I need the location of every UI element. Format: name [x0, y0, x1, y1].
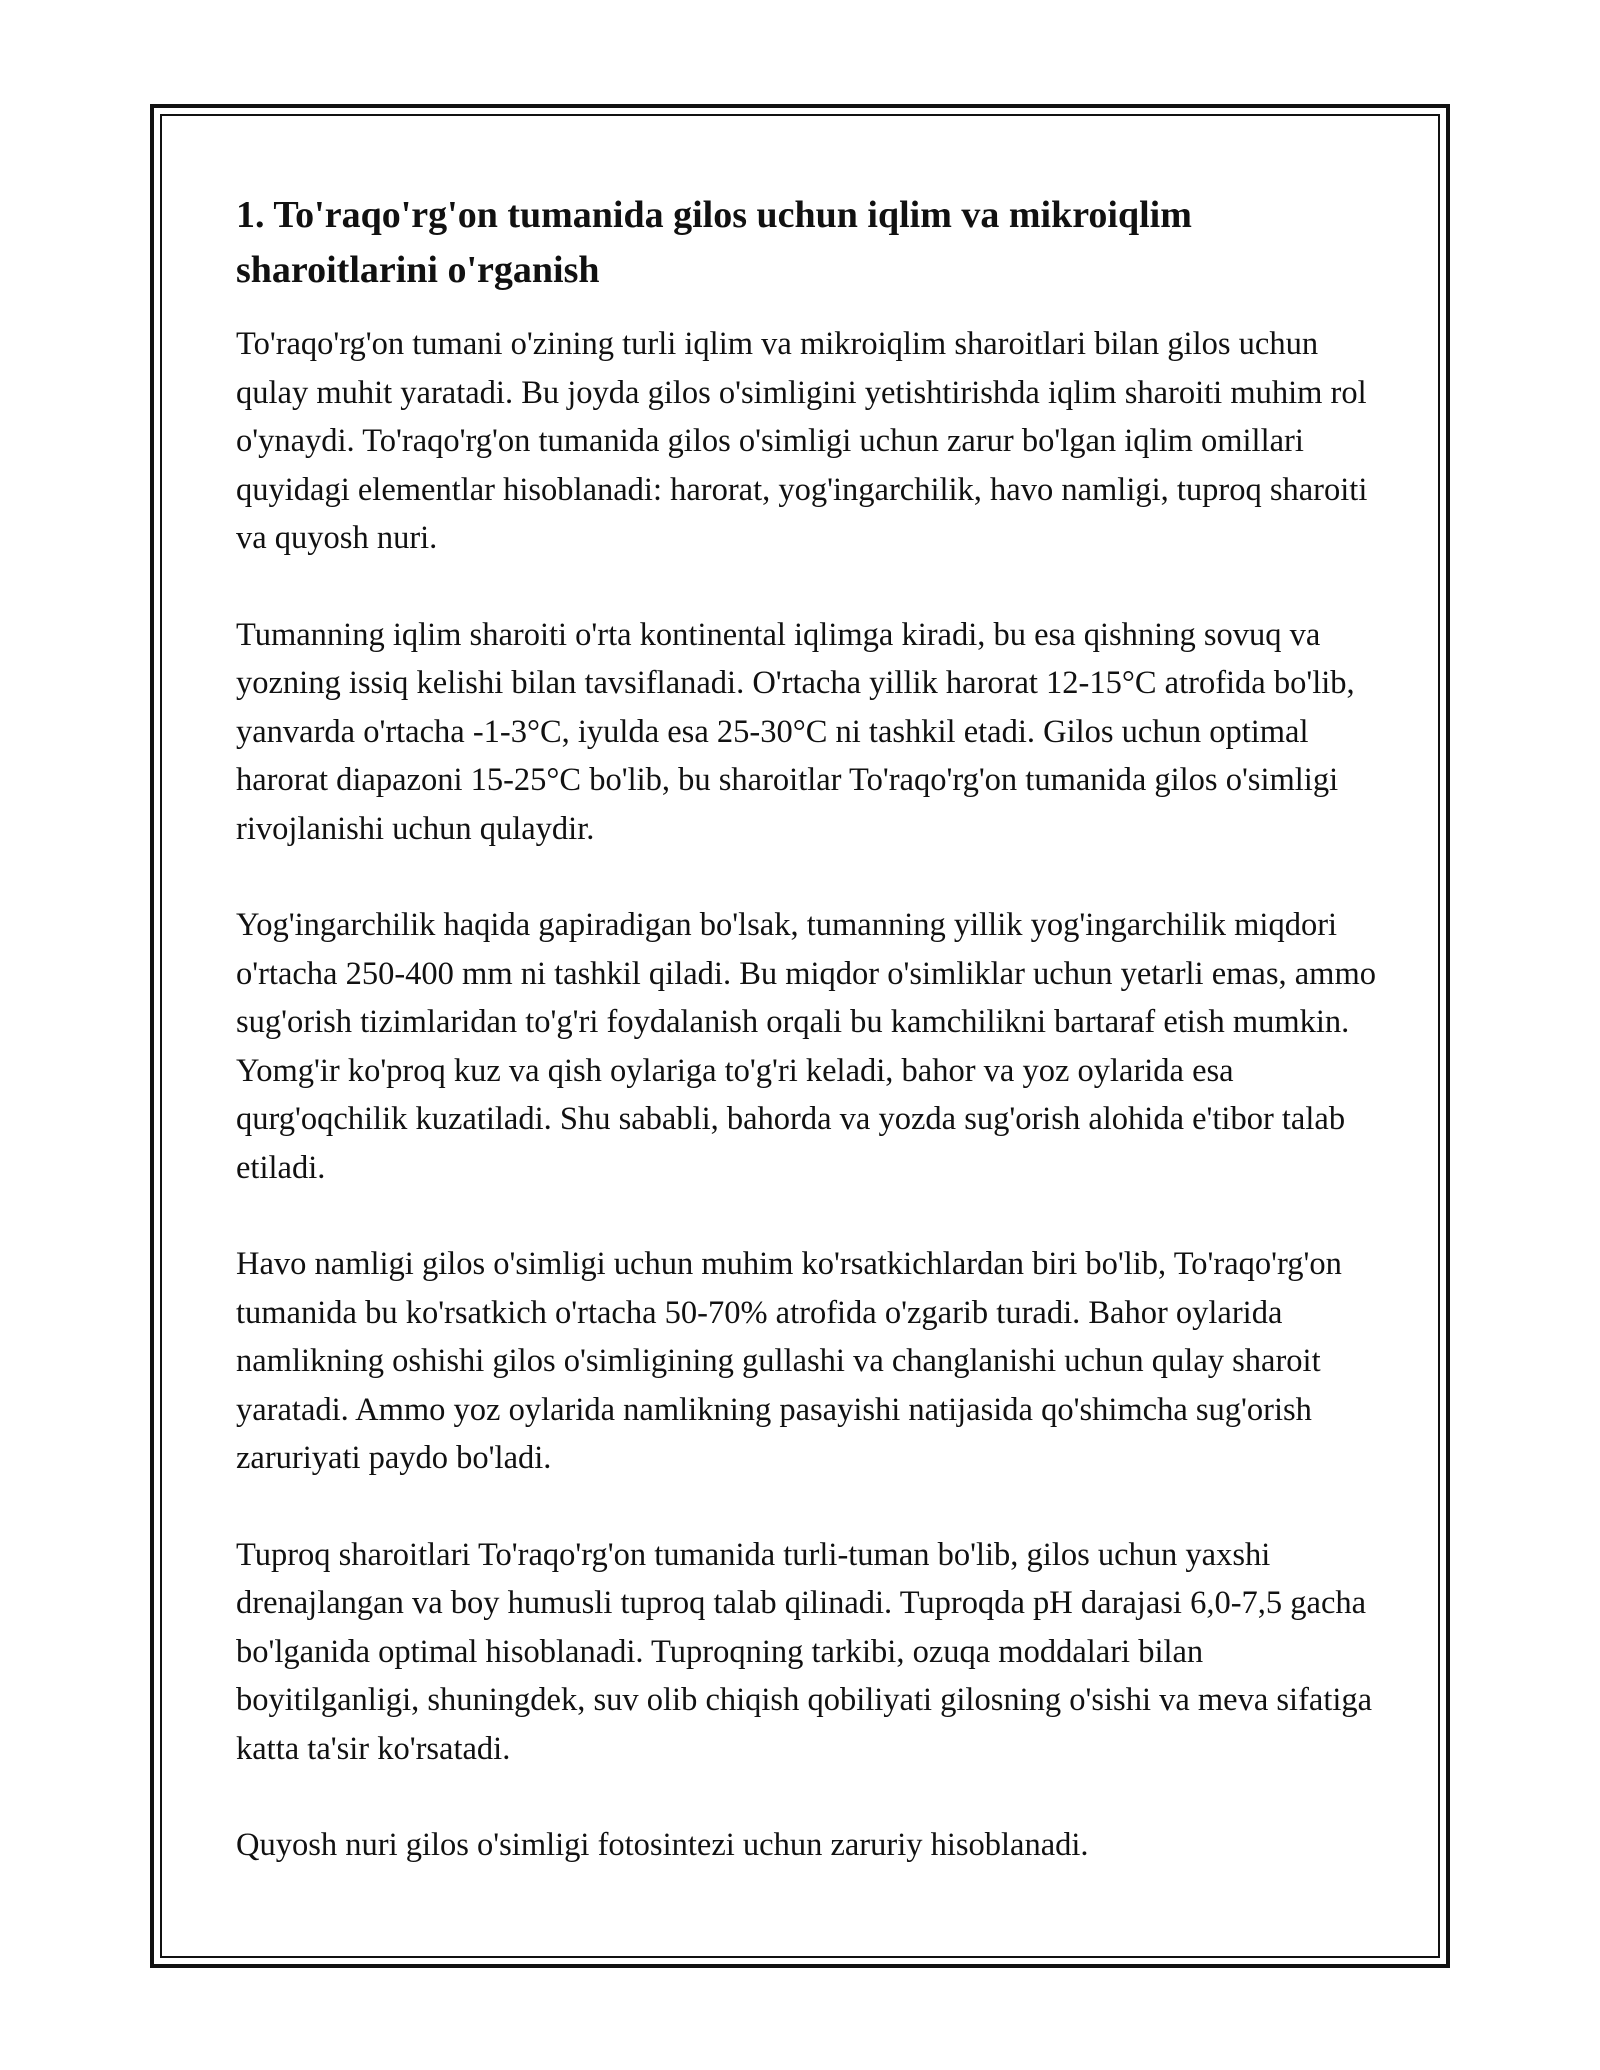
paragraph-precipitation: Yog'ingarchilik haqida gapiradigan bo'lsak, tumanning yillik yog'ingarchilik miqdori o'rtacha 250-400 mm ni tashkil qiladi. Bu miqdor o'simliklar uchun yetarli emas, ammo sug'orish tizimlaridan to'g'ri foydalanish orqali bu kamchilikni bartaraf etish mumkin. Yomg'ir ko'proq kuz va qish oylariga to'g'ri keladi, bahor va yoz oylarida esa qurg'oqchilik kuzatiladi. Shu sababli, bahorda va yozda sug'orish alohida e'tibor talab etiladi.: [236, 907, 1376, 1186]
document-content: [236, 188, 1376, 1918]
paragraph-soil: Tuproq sharoitlari To'raqo'rg'on tumanida turli-tuman bo'lib, gilos uchun yaxshi drenajlangan va boy humusli tuproq talab qilinadi. Tuproqda pH darajasi 6,0-7,5 gacha bo'lganida optimal hisoblanadi. Tuproqning tarkibi, ozuqa moddalari bilan boyitilganligi, shuningdek, suv olib chiqish qobiliyati gilosning o'sishi va meva sifatiga katta ta'sir ko'rsatadi.: [236, 1536, 1373, 1767]
paragraph-humidity: Havo namligi gilos o'simligi uchun muhim ko'rsatkichlardan biri bo'lib, To'raqo'rg'on tumanida bu ko'rsatkich o'rtacha 50-70% atrofida o'zgarib turadi. Bahor oylarida namlikning oshishi gilos o'simligining gullashi va changlanishi uchun qulay sharoit yaratadi. Ammo yoz oylarida namlikning pasayishi natijasida qo'shimcha sug'orish zaruriyati paydo bo'ladi.: [236, 1246, 1342, 1476]
section-heading: 1. To'raqo'rg'on tumanida gilos uchun iqlim va mikroiqlim sharoitlarini o'rganish: [236, 194, 1192, 291]
paragraph-intro: To'raqo'rg'on tumani o'zining turli iqlim va mikroiqlim sharoitlari bilan gilos uchun qulay muhit yaratadi. Bu joyda gilos o'simligini yetishtirishda iqlim sharoiti muhim rol o'ynaydi. To'raqo'rg'on tumanida gilos o'simligi uchun zarur bo'lgan iqlim omillari quyidagi elementlar hisoblanadi: harorat, yog'ingarchilik, havo namligi, tuproq sharoiti va quyosh nuri.: [236, 326, 1368, 556]
paragraph-sunlight: Quyosh nuri gilos o'simligi fotosintezi uchun zaruriy hisoblanadi.: [236, 1827, 1089, 1863]
paragraph-climate: Tumanning iqlim sharoiti o'rta kontinental iqlimga kiradi, bu esa qishning sovuq va yozning issiq kelishi bilan tavsiflanadi. O'rtacha yillik harorat 12-15°C atrofida bo'lib, yanvarda o'rtacha -1-3°C, iyulda esa 25-30°C ni tashkil etadi. Gilos uchun optimal harorat diapazoni 15-25°C bo'lib, bu sharoitlar To'raqo'rg'on tumanida gilos o'simligi rivojlanishi uchun qulaydir.: [236, 616, 1355, 847]
